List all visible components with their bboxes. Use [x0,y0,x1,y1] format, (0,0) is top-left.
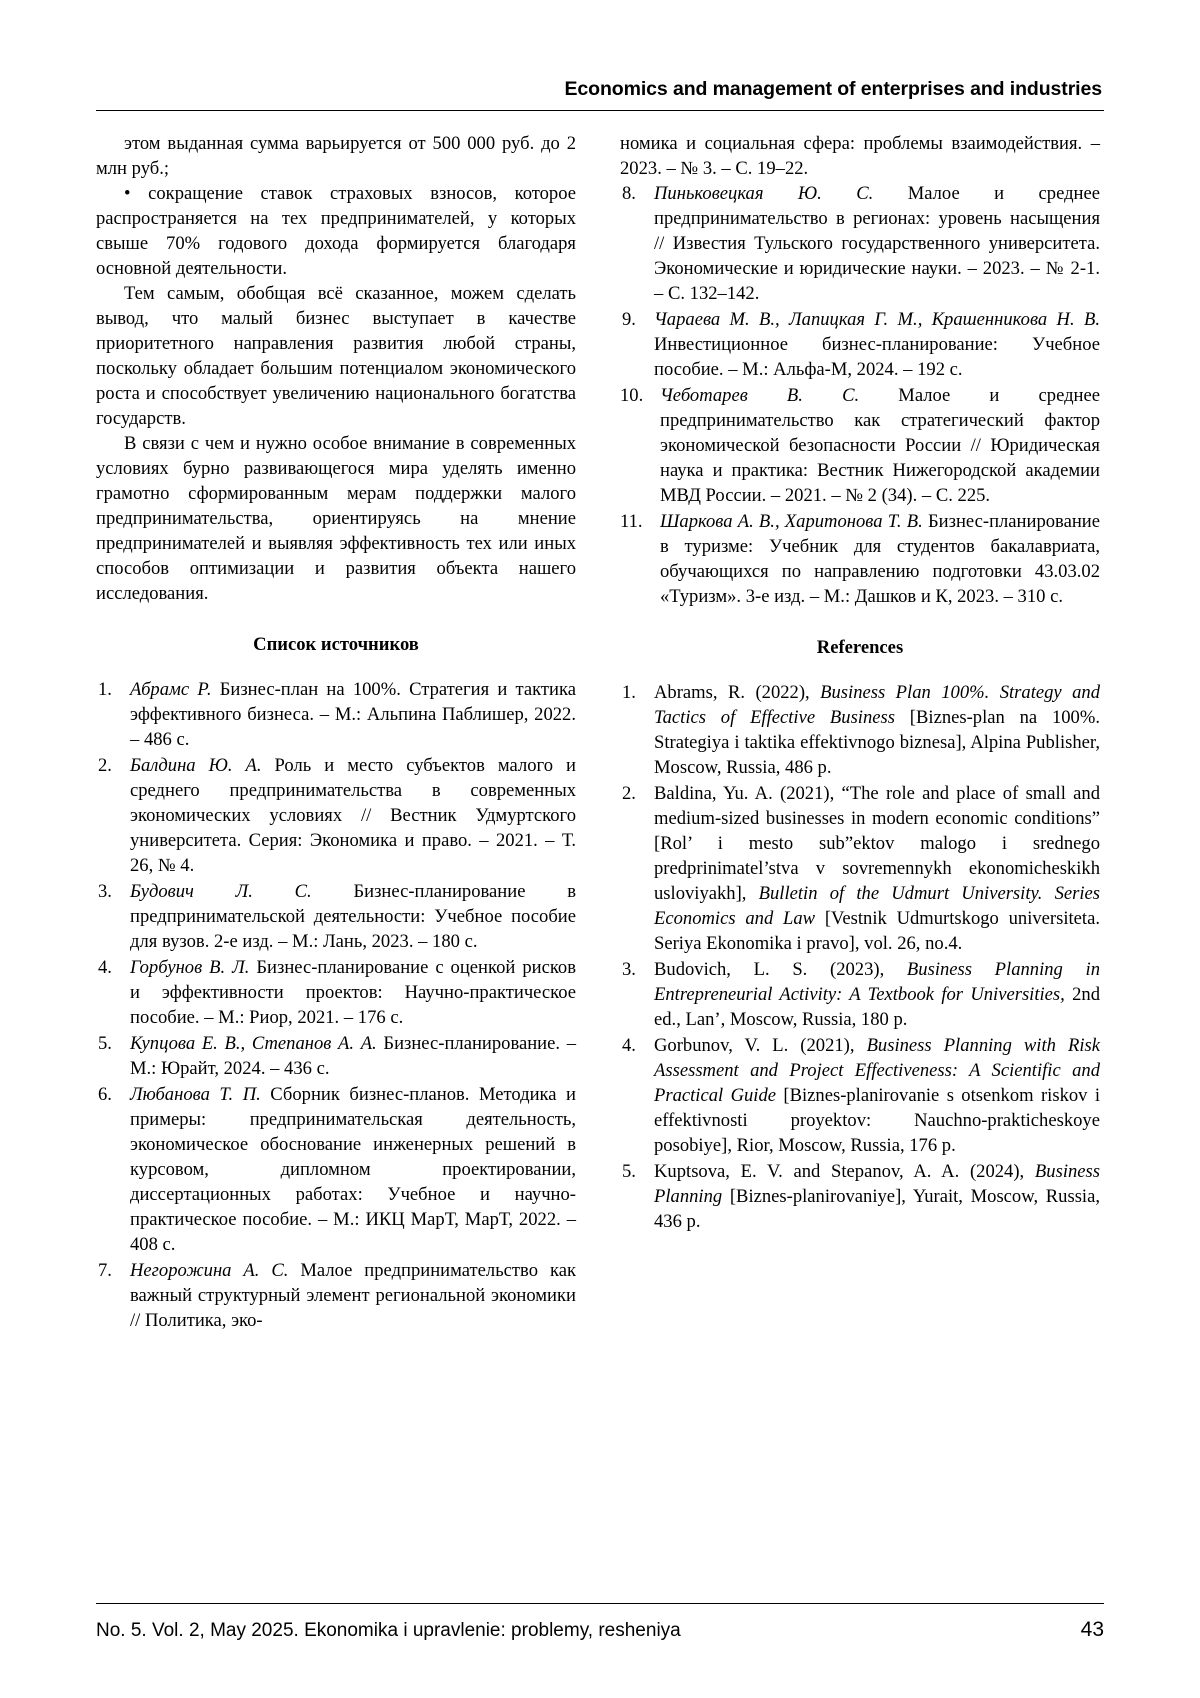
reference-plain-1: Baldina, Yu. A. (2021), “The role and place of small and medium-sized businesses in modern economic conditions” [Rol’ i mesto sub”ektov malogo i srednego predprinimatel’stva v sovremennykh ekonomicheskikh usloviyakh], [654,783,1100,904]
reference-author: Абрамс Р. [130,679,212,700]
reference-rest: Роль и место субъектов малого и среднего предпринимательства в современных экономических условиях // Вестник Удмуртского университета. Серия: Экономика и право. – 2021. – Т. 26, № 4. [130,755,576,876]
list-item [620,680,1100,780]
reference-rest: Бизнес-планирование в туризме: Учебник для студентов бакалавриата, обучающихся по направлению подготовки 43.03.02 «Туризм». 3-е изд. – М.: Дашков и К, 2023. – 310 с. [660,511,1100,607]
reference-number: 5. [622,1161,636,1182]
reference-number: 4. [622,1035,636,1056]
reference-list-ru [96,677,576,1333]
reference-text [654,1033,1100,1158]
header-divider [96,110,1104,111]
list-item [620,509,1100,609]
paragraph: этом выданная сумма варьируется от 500 000 руб. до 2 млн руб.; [96,133,576,179]
reference-number: 8. [622,183,636,204]
reference-text [130,1258,576,1333]
reference-text [130,677,576,752]
reference-number: 7. [98,1260,112,1281]
reference-rest: Малое предпринимательство как важный структурный элемент региональной экономики // Политика, эко- [130,1260,576,1331]
continuation-paragraph: номика и социальная сфера: проблемы взаимодействия. – 2023. – № 3. – С. 19–22. [620,133,1100,179]
reference-text [130,955,576,1030]
reference-text [130,753,576,878]
reference-plain-2: [Biznes-plan na 100%. Strategiya i taktika effektivnogo biznesa], Alpina Publisher, Moscow, Russia, 486 p. [654,707,1100,778]
reference-rest: Сборник бизнес-планов. Методика и примеры: предпринимательская деятельность, экономическое обоснование инженерных решений в курсовом, дипломном проектировании, диссертационных работах: Учебное и научно-практическое пособие. – М.: ИКЦ МарТ, МарТ, 2022. – 408 с. [130,1084,576,1255]
left-column [96,131,576,1491]
reference-number: 2. [622,783,636,804]
list-item [96,1031,576,1081]
reference-title: Bulletin of the Udmurt University. Series Economics and Law [654,883,1101,929]
reference-text [654,1159,1100,1234]
reference-plain-1: Budovich, L. S. (2023), [654,959,907,980]
page-number: 43 [1080,1618,1104,1641]
reference-rest: Бизнес-планирование. – М.: Юрайт, 2024. – 436 с. [130,1033,577,1079]
list-item [96,955,576,1030]
list-item [96,879,576,954]
section-title-references: References [816,637,904,658]
reference-rest: Инвестиционное бизнес-планирование: Учебное пособие. – М.: Альфа-М, 2024. – 192 с. [654,334,1100,380]
section-title-sources: Список источников [253,634,419,655]
reference-number: 2. [98,755,112,776]
reference-plain-1: Abrams, R. (2022), [654,682,821,703]
reference-rest: Малое и среднее предпринимательство как стратегический фактор экономической безопасности России // Юридическая наука и практика: Вестник Нижегородской академии МВД России. – 2021. – № 2 (34). – С. 225. [660,385,1100,506]
reference-author: Купцова Е. В., Степанов А. А. [130,1033,377,1054]
reference-number: 11. [620,511,643,532]
reference-text [660,383,1100,508]
reference-plain-1: Gorbunov, V. L. (2021), [654,1035,867,1056]
list-item [620,307,1100,382]
reference-rest: Бизнес-план на 100%. Стратегия и тактика эффективного бизнеса. – М.: Альпина Паблишер, 2022. – 486 с. [130,679,576,750]
reference-number: 6. [98,1084,112,1105]
list-item [620,181,1100,306]
list-item [620,383,1100,508]
reference-author: Шаркова А. В., Харитонова Т. В. [660,511,923,532]
reference-rest: Бизнес-планирование с оценкой рисков и эффективности проектов: Научно-практическое пособие. – М.: Риор, 2021. – 176 с. [130,957,576,1028]
right-column [620,131,1100,1491]
reference-author: Пиньковецкая Ю. С. [654,183,874,204]
reference-author: Будович Л. С. [130,881,312,902]
reference-title: Business Plan 100%. Strategy and Tactics of Effective Business [654,682,1101,728]
reference-text [654,307,1100,382]
reference-text [654,781,1100,956]
reference-number: 10. [620,385,644,406]
reference-text [660,509,1100,609]
reference-author: Чараева М. В., Лапицкая Г. М., Крашенникова Н. В. [654,309,1100,330]
reference-rest: Бизнес-планирование в предпринимательской деятельности: Учебное пособие для вузов. 2-е изд. – М.: Лань, 2023. – 180 с. [130,881,577,952]
reference-number: 3. [98,881,112,902]
reference-text [130,879,576,954]
reference-text [654,181,1100,306]
footer-citation: No. 5. Vol. 2, May 2025. Ekonomika i upravlenie: problemy, resheniya [96,1620,681,1641]
running-head: Economics and management of enterprises and industries [564,78,1102,100]
paragraph: В связи с чем и нужно особое внимание в современных условиях бурно развивающегося мира уделять именно грамотно сформированным мерам поддержки малого предпринимательства, ориентируясь на мнение предпринимателей и выявляя эффективность тех или иных способов оптимизации и развития объекта нашего исследования. [96,433,576,604]
footer-divider [96,1603,1104,1604]
paragraph: Тем самым, обобщая всё сказанное, можем сделать вывод, что малый бизнес выступает в качестве приоритетного направления развития любой страны, поскольку обладает большим потенциалом экономического роста и способствует увеличению национального богатства государств. [96,283,576,429]
reference-number: 1. [622,682,636,703]
reference-rest: Малое и среднее предпринимательство в регионах: уровень насыщения // Известия Тульского государственного университета. Экономические и юридические науки. – 2023. – № 2-1. – С. 132–142. [654,183,1101,304]
list-item [96,677,576,752]
list-item [96,1258,576,1333]
reference-text [654,680,1100,780]
reference-author: Любанова Т. П. [130,1084,261,1105]
reference-author: Негорожина А. С. [130,1260,289,1281]
list-item [620,781,1100,956]
reference-plain-2: [Biznes-planirovanie s otsenkom riskov i effektivnosti proyektov: Nauchno-prakticheskoye posobiye], Rior, Moscow, Russia, 176 p. [654,1085,1101,1156]
list-item [620,957,1100,1032]
reference-author: Балдина Ю. А. [130,755,262,776]
reference-title: Business Planning in Entrepreneurial Activity: A Textbook for Universities, [654,959,1101,1005]
reference-list-en [620,680,1100,1234]
bullet-paragraph: • сокращение ставок страховых взносов, которое распространяется на тех предпринимателей, у которых свыше 70% годового дохода формируется благодаря основной деятельности. [96,183,576,279]
reference-number: 9. [622,309,636,330]
reference-plain-1: Kuptsova, E. V. and Stepanov, A. A. (2024), [654,1161,1035,1182]
page-footer [96,1603,1104,1642]
reference-text [654,957,1100,1032]
reference-plain-2: [Biznes-planirovaniye], Yurait, Moscow, Russia, 436 p. [654,1186,1100,1232]
reference-text [130,1082,576,1257]
reference-plain-2: [Vestnik Udmurtskogo universiteta. Seriya Ekonomika i pravo], vol. 26, no.4. [654,908,1101,954]
list-item [620,1033,1100,1158]
reference-author: Чеботарев В. С. [660,385,860,406]
reference-list-ru-continued [620,181,1100,609]
reference-number: 4. [98,957,112,978]
list-item [620,1159,1100,1234]
reference-number: 1. [98,679,112,700]
reference-number: 5. [98,1033,112,1054]
reference-number: 3. [622,959,636,980]
reference-text [130,1031,576,1081]
reference-plain-2: 2nd ed., Lan’, Moscow, Russia, 180 p. [654,984,1101,1030]
two-column-body [96,131,1104,1491]
list-item [96,1082,576,1257]
reference-title: Business Planning [654,1161,1100,1207]
list-item [96,753,576,878]
reference-author: Горбунов В. Л. [130,957,250,978]
reference-title: Business Planning with Risk Assessment and Project Effectiveness: A Scientific and Practical Guide [654,1035,1100,1106]
